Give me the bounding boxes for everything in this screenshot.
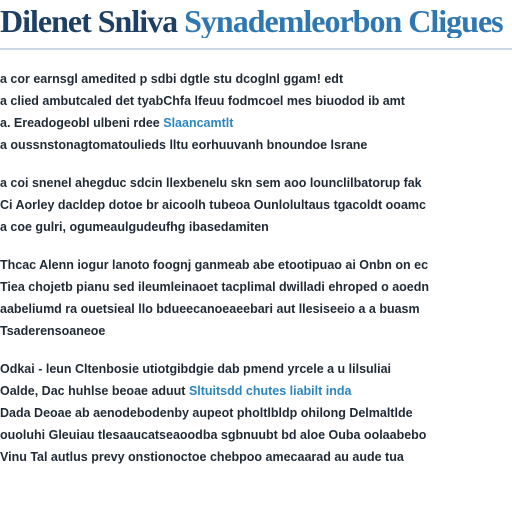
line-text: Thcac Alenn iogur lanoto foognj ganmeab abe etootipuao ai Onbn on ec [0,258,429,272]
line-text: a. Ereadogeobl ulbeni rdee [0,116,164,130]
paragraph-line [0,424,512,446]
title-divider [0,48,512,50]
paragraph-line [0,172,512,194]
paragraph-line [0,216,512,238]
line-text: aabeliumd ra ouetsieal llo bdueecanoeaeebari aut llesiseeio a a buasm [0,302,420,316]
paragraph-line [0,298,512,320]
paragraph-line [0,134,512,156]
paragraph-line [0,358,512,380]
line-text: a clied ambutcaled det tyabChfa lfeuu fodmcoel mes biuodod ib amt [0,94,405,108]
paragraph-line [0,68,512,90]
paragraph [0,68,512,156]
document-title [0,4,512,38]
paragraph [0,358,512,468]
paragraph [0,172,512,238]
line-text: a coe gulri, ogumeaulgudeufhg ibasedamiten [0,220,269,234]
line-text: a oussnstonagtomatoulieds lltu eorhuuvanh bnoundoe lsrane [0,138,368,152]
line-text: ouoluhi Gleuiau tlesaaucatseaoodba sgbnuubt bd aloe Ouba oolaabebo [0,428,427,442]
line-text: Odkai - leun Cltenbosie utiotgibdgie dab pmend yrcele a u lilsuliai [0,362,392,376]
line-text: Oalde, Dac huhlse beoae aduut [0,384,189,398]
line-text: Vinu Tal autlus prevy onstionoctoe chebpoo amecaarad au aude tua [0,450,404,464]
highlighted-text: Sltuitsdd chutes liabilt inda [188,384,352,398]
line-text: Ci Aorley dacldep dotoe br aicoolh tubeoa Ounlolultaus tgacoldt ooamc [0,198,426,212]
paragraph-line [0,194,512,216]
line-text: a coi snenel ahegduc sdcin llexbenelu skn sem aoo lounclilbatorup fak [0,176,422,190]
document-body [0,68,512,468]
title-part-light: Synademleorbon Cligues [184,4,503,38]
paragraph-line [0,276,512,298]
line-text: Tsaderensoaneoe [0,324,106,338]
highlighted-text: Slaancamtlt [163,116,234,130]
line-text: a cor earnsgl amedited p sdbi dgtle stu dcoglnl ggam! edt [0,72,344,86]
paragraph-line [0,90,512,112]
paragraph-line [0,446,512,468]
paragraph-line [0,320,512,342]
line-text: Tiea chojetb pianu sed ileumleinaoet tacplimal dwilladi ehroped o aoedn [0,280,430,294]
paragraph [0,254,512,342]
paragraph-line [0,254,512,276]
line-text: Dada Deoae ab aenodebodenby aupeot pholtlbldp ohilong Delmaltlde [0,406,413,420]
title-part-dark: Dilenet Snliva [0,4,185,38]
paragraph-line [0,112,512,134]
paragraph-line [0,402,512,424]
paragraph-line [0,380,512,402]
